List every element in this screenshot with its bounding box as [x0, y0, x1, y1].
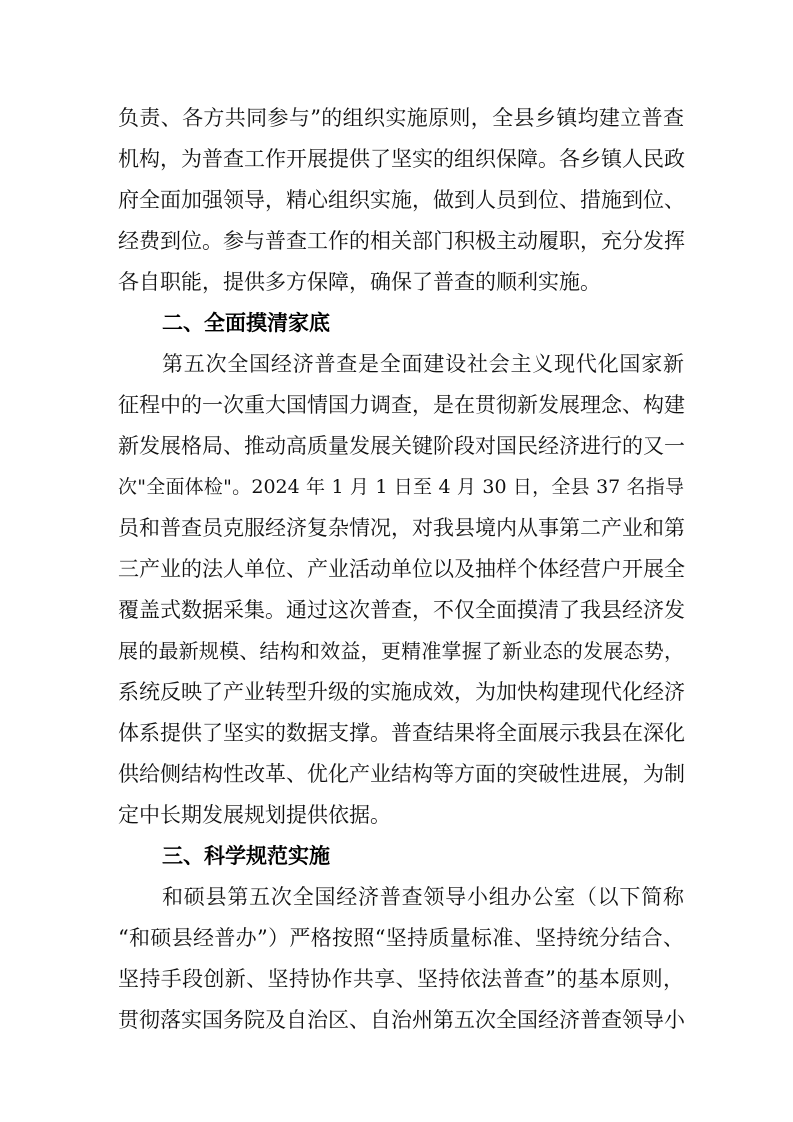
paragraph-line: 供给侧结构性改革、优化产业结构等方面的突破性进展，为制 [118, 762, 685, 786]
paragraph-line: 征程中的一次重大国情国力调查，是在贯彻新发展理念、构建 [118, 393, 685, 417]
paragraph-line: 新发展格局、推动高质量发展关键阶段对国民经济进行的又一 [118, 434, 685, 458]
paragraph-line: 负责、各方共同参与”的组织实施原则，全县乡镇均建立普查 [118, 106, 684, 130]
paragraph-line: 展的最新规模、结构和效益，更精准掌握了新业态的发展态势， [118, 639, 684, 663]
paragraph-line: 各自职能，提供多方保障，确保了普查的顺利实施。 [118, 270, 601, 294]
paragraph-line: 体系提供了坚实的数据支撑。普查结果将全面展示我县在深化 [118, 721, 685, 745]
paragraph-line: 经费到位。参与普查工作的相关部门积极主动履职，充分发挥 [118, 229, 685, 253]
paragraph-line: 第五次全国经济普查是全面建设社会主义现代化国家新 [162, 352, 684, 376]
section-heading: 二、全面摸清家底 [162, 311, 330, 335]
paragraph-line: 和硕县第五次全国经济普查领导小组办公室（以下简称 [162, 885, 684, 909]
paragraph-line: 贯彻落实国务院及自治区、自治州第五次全国经济普查领导小 [118, 1008, 685, 1032]
paragraph-line: “和硕县经普办”）严格按照“坚持质量标准、坚持统分结合、 [118, 926, 684, 950]
paragraph-line: 三产业的法人单位、产业活动单位以及抽样个体经营户开展全 [118, 557, 685, 581]
paragraph-line: 覆盖式数据采集。通过这次普查，不仅全面摸清了我县经济发 [118, 598, 685, 622]
paragraph-line: 坚持手段创新、坚持协作共享、坚持依法普查”的基本原则， [118, 967, 684, 991]
paragraph-line: 机构，为普查工作开展提供了坚实的组织保障。各乡镇人民政 [118, 147, 685, 171]
paragraph-line: 系统反映了产业转型升级的实施成效，为加快构建现代化经济 [118, 680, 685, 704]
section-heading: 三、科学规范实施 [162, 844, 330, 868]
paragraph-line: 次"全面体检"。2024 年 1 月 1 日至 4 月 30 日，全县 37 名指导 [118, 476, 684, 498]
paragraph-line: 定中长期发展规划提供依据。 [118, 803, 391, 827]
paragraph-line: 府全面加强领导，精心组织实施，做到人员到位、措施到位、 [118, 188, 685, 212]
paragraph-line: 员和普查员克服经济复杂情况，对我县境内从事第二产业和第 [118, 516, 685, 540]
